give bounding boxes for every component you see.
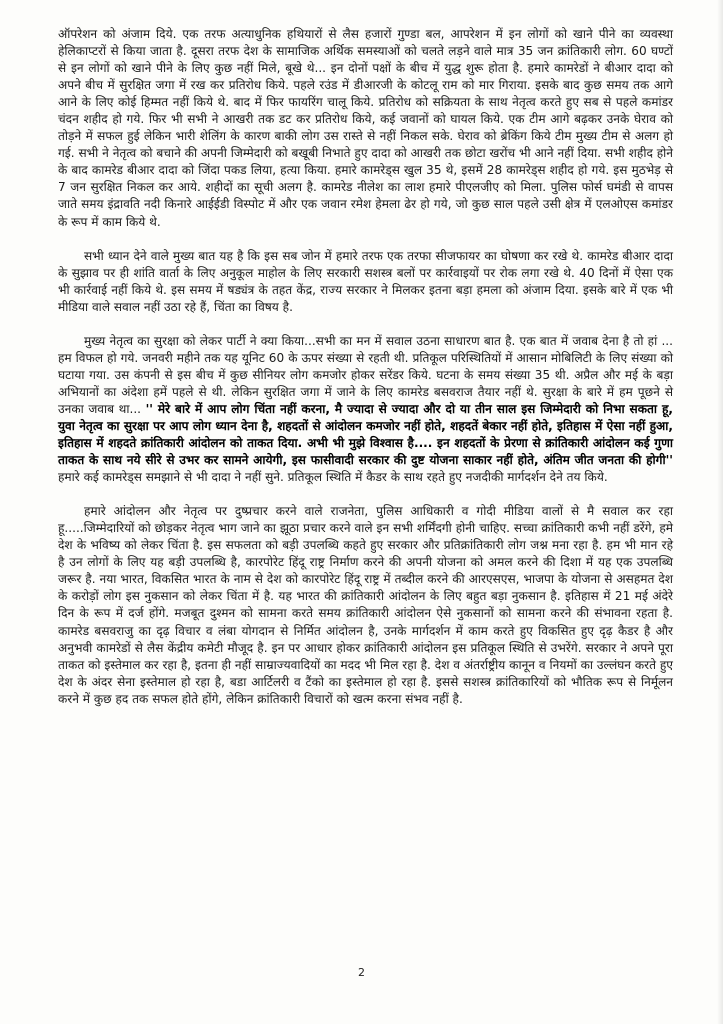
paragraph-text: मुख्य नेतृत्व का सुरक्षा को लेकर पार्टी ने क्या किया...सभी का मन में सवाल उठना साधारण बात है. एक बात में जवाब देना है तो हां ... हम विफल हो गये. जनवरी महीने तक यह यूनिट 60 के ऊपर संख्या से रहती थी. प्रतिकूल परिस्थितियों में आसान मोबिलिटी के लिए संख्या को घटाया गया. उस कंपनी से इस बीच में कुछ सीनियर लोग कमजोर होकर सरेंडर किये. घटना के समय संख्या 35 थी. अप्रैल और मई के बड़ा अभियानों का अंदेशा हमें पहले से थी. लेकिन सुरक्षित जगा में जाने के लिए कामरेड बसवराज तैयार नहीं थे. सुरक्षा के बारे में हम पूछने से उनका जवाब था... [58,333,673,416]
page-edge-shadow [717,0,723,1024]
paragraph-propaganda: हमारे आंदोलन और नेतृत्व पर दुष्प्रचार करने वाले राजनेता, पुलिस आधिकारी व गोदी मीडिया वालों से मै सवाल कर रहा हू.....जिम्मेदारियों को छोड़कर नेतृत्व भाग जाने का झूठा प्रचार करने वाले इन सभी शर्मिंदगी होनी चाहिए. सच्चा क्रांतिकारी कभी नहीं डरेंगे, हमे देश के भविष्य को लेकर चिंता है. इस सफलता को बड़ी उपलब्धि कहते हुए सरकार और प्रतिक्रांतिकारी लोग जश्न मना रहा है. हम भी मान रहे है उन लोगों के लिए यह बड़ी उपलब्धि है, कारपोरेट हिंदू राष्ट्र निर्माण करने की अपनी योजना को अमल करने की दिशा में यह एक उपलब्धि जरूर है. नया भारत, विकसित भारत के नाम से देश को कारपोरेट हिंदू राष्ट्र में तब्दील करने की आरएसएस, भाजपा के योजना से असहमत देश के करोड़ों लोग इस नुकसान को लेकर चिंता में है. यह भारत की क्रांतिकारी आंदोलन के लिए बहुत बड़ा नुकसान है. इतिहास में 21 मई अंदेरे दिन के रूप में दर्ज होंगे. मजबूत दुश्मन को सामना करते समय क्रांतिकारी आंदोलन ऐसे नुकसानों को सामना करने की संभावना रहता है. कामरेड बसवराजु का दृढ़ विचार व लंबा योगदान से निर्मित आंदोलन है, उनके मार्गदर्शन में काम करते हुए विकसित हुए दृढ़ कैडर है और अनुभवी कामरेडों से लैस केंद्रीय कमेटी मौजूद है. इन पर आधार होकर क्रांतिकारी आंदोलन इस प्रतिकूल स्थिति से उभरेंगे. सरकार ने अपने पूरा ताकत को इस्तेमाल कर रहा है, इतना ही नहीं साम्राज्यवादियों का मदद भी मिल रहा है. देश व अंतर्राष्ट्रीय कानून व नियमों का उल्लंघन करते हुए देश के अंदर सेना इस्तेमाल हो रहा है, बडा आर्टिलरी व टैंको का इस्तेमाल हो रहा है. इससे सशस्त्र क्रांतिकारियों को भौतिक रूप से निर्मूलन करने में कुछ हद तक सफल होते होंगे, लेकिन क्रांतिकारी विचारों को खत्म करना संभव नहीं है. [58,504,673,706]
paragraph-operation: ऑपरेशन को अंजाम दिये. एक तरफ अत्याधुनिक हथियारों से लैस हजारों गुण्डा बल, आपरेशन में इन लोगों को खाने पीने का व्यवस्था हेलिकाप्टरों से किया जाता है. दूसरा तरफ देश के सामाजिक अर्थिक समस्याओं को चलते लड़ने वाले मात्र 35 जन क्रांतिकारी लोग. 60 घण्टों से इन लोगों को खाने पीने के लिए कुछ नहीं मिले, बूखे थे... इन दोनों पक्षों के बीच में युद्ध शुरू होता है. हमारे कामरेडों ने बीआर दादा को अपने बीच में सुरक्षित जगा में रख कर प्रतिरोध किये. पहले रउंड में डीआरजी के कोटलू राम को मार गिराया. इसके बाद कुछ समय तक आगे आने के लिए कोई हिम्मत नहीं किये थे. बाद में फिर फायरिंग चालू किये. प्रतिरोध को सक्रियता के साथ नेतृत्व करते हुए सब से पहले कमांडर चंदन शहीद हो गये. फिर भी सभी ने आखरी तक डट कर प्रतिरोध किये, कई जवानों को घायल किये. एक टीम आगे बढ़कर उनके घेराव को तोड़ने में सफल हुई लेकिन भारी शेलिंग के कारण बाकी लोग उस रास्ते से नहीं निकल सके. घेराव को ब्रेकिंग किये टीम मुख्य टीम से अलग हो गई. सभी ने नेतृत्व को बचाने की अपनी जिम्मेदारी को बखूबी निभाते हुए दादा को आखरी तक छोटा खरोंच भी आने नहीं दिया. सभी शहीद होने के बाद कामरेड बीआर दादा को जिंदा पकड लिया, हत्या किया. हमारे कामरेड्स खुल 35 थे, इसमें 28 कामरेड्स शहीद हो गये. इस मुठभेड़ से 7 जन सुरक्षित निकल कर आये. शहीदों का सूची अलग है. कामरेड नीलेश का लाश हमारे पीएलजीए को मिला. पुलिस फोर्स घमंडी से वापस जाते समय इंद्रावति नदी किनारे आईईडी विस्पोट में और एक जवान रमेश हेमला ढेर हो गये, जो कुछ साल पहले उसी क्षेत्र में एलओएस कमांडर के रूप में काम किये थे. [58,27,673,229]
paragraph-leadership-safety [58,333,673,486]
page-number: 2 [358,966,365,979]
leader-quote: '' मेरे बारे में आप लोग चिंता नहीं करना, मै ज्यादा से ज्यादा और दो या तीन साल इस जिम्मेदारी को निभा सकता हू, युवा नेतृत्व का सुरक्षा पर आप लोग ध्यान देना है, शहदतों से आंदोलन कमजोर नहीं होते, शहदतें बेकार नहीं होते, इतिहास में ऐसा नहीं हुआ, इतिहास में शहदते क्रांतिकारी आंदोलन को ताकत दिया. अभी भी मुझे विश्वास है.... इन शहदतों के प्रेरणा से क्रांतिकारी आंदोलन कई गुणा ताकत के साथ नये सीरे से उभर कर सामने आयेगी, इस फासीवादी सरकार की दुष्ट योजना साकार नहीं होते, अंतिम जीत जनता की होगी'' [58,401,673,468]
paragraph-ceasefire: सभी ध्यान देने वाले मुख्य बात यह है कि इस सब जोन में हमारे तरफ एक तरफा सीजफायर का घोषणा कर रखे थे. कामरेड बीआर दादा के सुझाव पर ही शांति वार्ता के लिए अनुकूल माहोल के लिए सरकारी सशस्त्र बलों पर कार्रवाइयों पर रोक लगा रखे थे. 40 दिनों में ऐसा एक भी कार्रवाई नहीं किये थे. इस समय में षड्यंत्र के तहत केंद्र, राज्य सरकार ने मिलकर इतना बड़ा हमला को अंजाम दिया. इसके बारे में एक भी मीडिया वाले सवाल नहीं उठा रहे हैं, चिंता का विषय है. [58,248,673,314]
paragraph-text: हमारे कई कामरेड्स समझाने से भी दादा ने नहीं सुने. प्रतिकूल स्थिति में कैडर के साथ रहते हुए नजदीकी मार्गदर्शन देने तय किये. [58,470,608,485]
